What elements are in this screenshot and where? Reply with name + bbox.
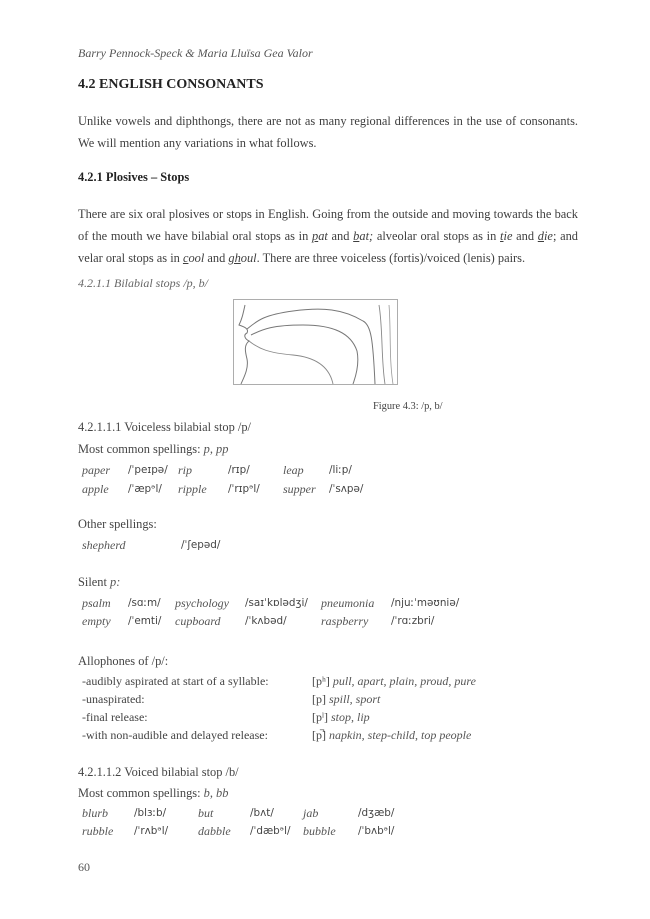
b-spellings: Most common spellings: b, bb <box>78 786 229 800</box>
word: blurb <box>82 806 109 820</box>
ipa: /ˈsʌpə/ <box>329 483 364 495</box>
ipa: /liːp/ <box>329 464 352 476</box>
word: empty <box>82 614 111 628</box>
ipa: /saɪˈkɒlədʒi/ <box>245 597 308 609</box>
allophone-example: [pˡ] stop, lip <box>312 710 370 724</box>
word: but <box>198 806 214 820</box>
vocal-tract-figure <box>233 299 398 385</box>
allophone-desc: -final release: <box>82 710 148 724</box>
ipa: /ˈæpᵊl/ <box>128 483 162 495</box>
allophone-desc: -with non-audible and delayed release: <box>82 728 268 742</box>
word: shepherd <box>82 538 126 552</box>
word: psalm <box>82 596 111 610</box>
word: dabble <box>198 824 231 838</box>
ipa: /ˈrɑːzbri/ <box>391 615 435 627</box>
ipa: /njuːˈməʊniə/ <box>391 597 460 609</box>
p-section-title: 4.2.1.1.1 Voiceless bilabial stop /p/ <box>78 420 252 434</box>
other-spellings-label: Other spellings: <box>78 517 157 531</box>
word: rip <box>178 463 193 477</box>
word: paper <box>82 463 110 477</box>
subsubsection-title: 4.2.1.1 Bilabial stops /p, b/ <box>78 276 209 290</box>
word: rubble <box>82 824 114 838</box>
intro-paragraph: Unlike vowels and diphthongs, there are not as many regional differences in the use of consonants. We will mention any variations in what follows. <box>78 114 578 150</box>
ipa: /ˈkʌbəd/ <box>245 615 287 627</box>
ipa: /ˈrɪpᵊl/ <box>228 483 260 495</box>
ipa: /rɪp/ <box>228 464 250 476</box>
b-section-title: 4.2.1.1.2 Voiced bilabial stop /b/ <box>78 765 239 779</box>
ipa: /ˈʃepəd/ <box>181 539 221 551</box>
ipa: /ˈemti/ <box>128 615 162 627</box>
allophone-desc: -audibly aspirated at start of a syllable: <box>82 674 269 688</box>
ipa: /sɑːm/ <box>128 597 161 609</box>
running-header: Barry Pennock-Speck & Maria Lluïsa Gea Valor <box>78 46 313 60</box>
figure-caption: Figure 4.3: /p, b/ <box>373 401 443 412</box>
silent-p-label: Silent p: <box>78 575 121 589</box>
word: bubble <box>303 824 336 838</box>
allophone-example: [p̚] napkin, step-child, top people <box>312 728 472 742</box>
word: ripple <box>178 482 207 496</box>
word: cupboard <box>175 614 221 628</box>
allophone-example: [pʰ] pull, apart, plain, proud, pure <box>312 674 476 688</box>
word: leap <box>283 463 304 477</box>
word: apple <box>82 482 109 496</box>
word: psychology <box>175 596 229 610</box>
allophone-example: [p] spill, sport <box>312 692 381 706</box>
plosives-paragraph: There are six oral plosives or stops in English. Going from the outside and moving towards the back of the mouth we have bilabial oral stops as in pat and bat; alveolar oral stops as in tie and die; and velar oral stops as in cool and ghoul. There are three voiceless (fortis)/voiced (lenis) pairs. <box>78 207 578 265</box>
subsection-title: 4.2.1 Plosives – Stops <box>78 170 190 184</box>
p-spellings: Most common spellings: p, pp <box>78 442 229 456</box>
allophones-label: Allophones of /p/: <box>78 654 169 668</box>
ipa: /ˈbʌbᵊl/ <box>358 825 395 837</box>
page-number: 60 <box>78 860 90 874</box>
word: raspberry <box>321 614 369 628</box>
ipa: /blɜːb/ <box>134 807 167 819</box>
ipa: /ˈpeɪpə/ <box>128 464 168 476</box>
section-title: 4.2 ENGLISH CONSONANTS <box>78 77 264 92</box>
ipa: /ˈdæbᵊl/ <box>250 825 291 837</box>
ipa: /bʌt/ <box>250 807 274 819</box>
ipa: /dʒæb/ <box>358 807 395 819</box>
word: jab <box>303 806 319 820</box>
word: supper <box>283 482 316 496</box>
allophone-desc: -unaspirated: <box>82 692 145 706</box>
ipa: /ˈrʌbᵊl/ <box>134 825 169 837</box>
word: pneumonia <box>321 596 375 610</box>
